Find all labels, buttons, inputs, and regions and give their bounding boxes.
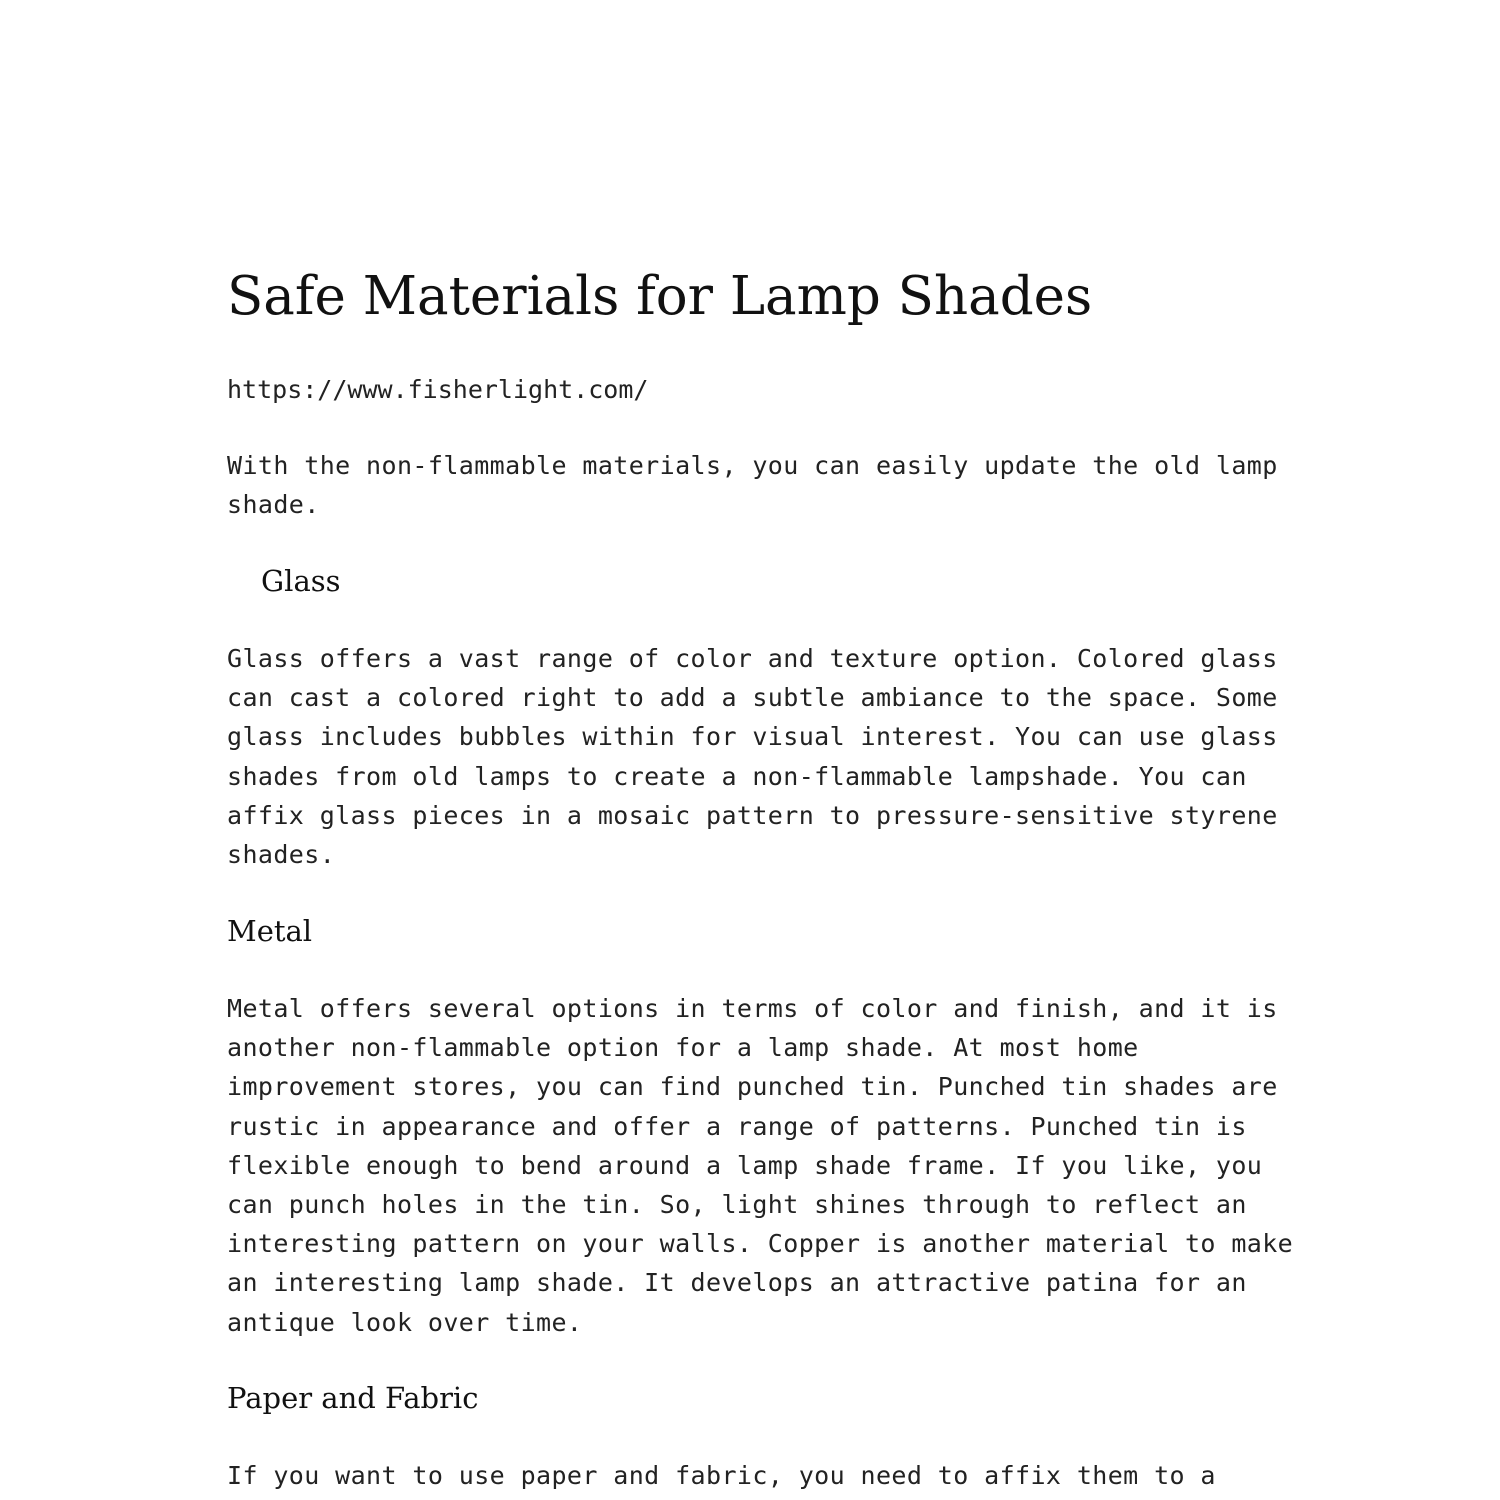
paper-fabric-paragraph [227, 1456, 1287, 1495]
intro-line: With the non-flammable materials, you can easily update the old lamp [227, 451, 1278, 480]
glass-line: can cast a colored right to add a subtle ambiance to the space. Some [227, 683, 1278, 713]
glass-line: affix glass pieces in a mosaic pattern to pressure-sensitive styrene [227, 800, 1278, 830]
metal-line: Metal offers several options in terms of color and finish, and it is [227, 994, 1278, 1023]
section-heading-paper-fabric: Paper and Fabric [227, 1381, 479, 1415]
metal-line: flexible enough to bend around a lamp shade frame. If you like, you [227, 1150, 1263, 1180]
intro-line: shade. [227, 490, 320, 520]
section-heading-glass: Glass [261, 564, 341, 598]
glass-line: glass includes bubbles within for visual interest. You can use glass [227, 722, 1278, 752]
glass-line: shades from old lamps to create a non-flammable lampshade. You can [227, 761, 1247, 791]
intro-paragraph [227, 446, 1287, 524]
metal-line: rustic in appearance and offer a range of patterns. Punched tin is [227, 1111, 1247, 1141]
glass-line: Glass offers a vast range of color and texture option. Colored glass [227, 644, 1278, 673]
metal-line: can punch holes in the tin. So, light shines through to reflect an [227, 1190, 1247, 1220]
metal-line: another non-flammable option for a lamp shade. At most home [227, 1033, 1139, 1063]
metal-line: interesting pattern on your walls. Copper is another material to make [227, 1229, 1294, 1259]
glass-line: shades. [227, 840, 336, 870]
section-heading-metal: Metal [227, 914, 313, 948]
metal-paragraph [227, 989, 1294, 1342]
source-url: https://www.fisherlight.com/ [227, 375, 649, 404]
paper-fabric-line: If you want to use paper and fabric, you need to affix them to a [227, 1461, 1216, 1490]
metal-line: an interesting lamp shade. It develops an attractive patina for an [227, 1268, 1247, 1298]
metal-line: improvement stores, you can find punched tin. Punched tin shades are [227, 1072, 1278, 1102]
page-title: Safe Materials for Lamp Shades [227, 266, 1093, 327]
glass-paragraph [227, 639, 1287, 874]
metal-line: antique look over time. [227, 1307, 583, 1337]
